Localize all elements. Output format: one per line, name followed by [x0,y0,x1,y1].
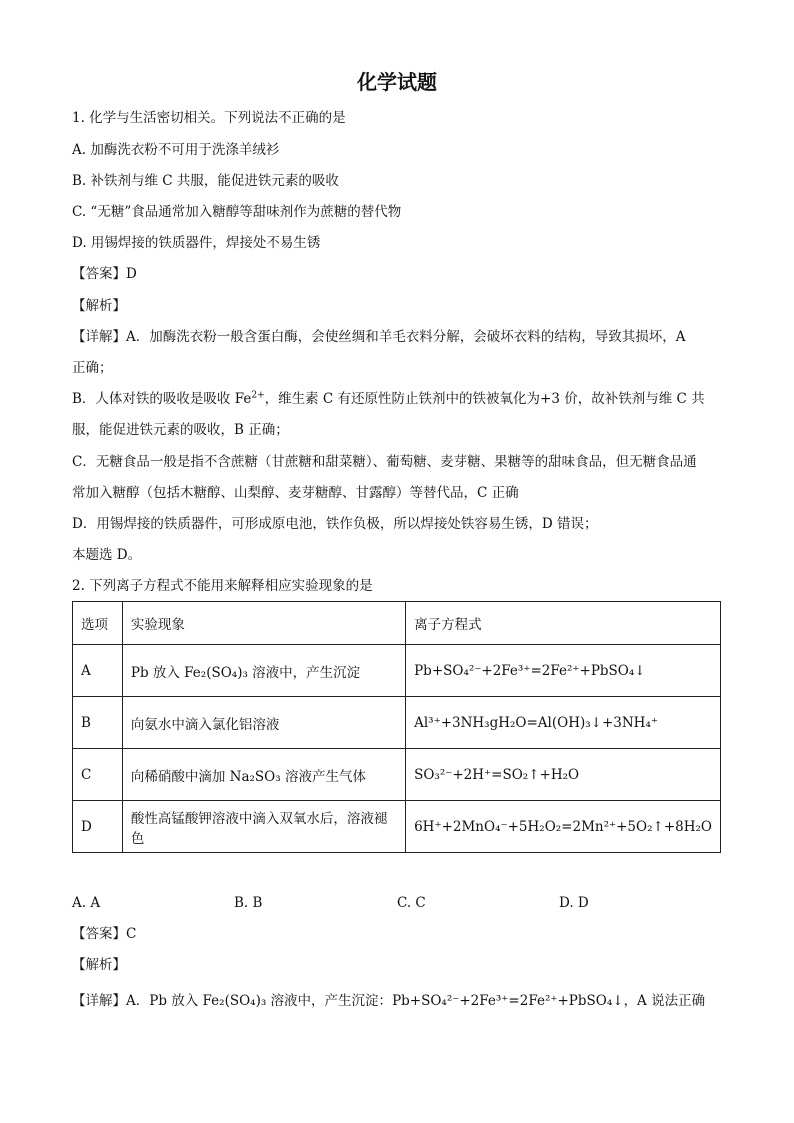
q1-detail-c-1: C．无糖食品一般是指不含蔗糖（甘蔗糖和甜菜糖）、葡萄糖、麦芽糖、果糖等的甜味食品，但无糖食品通 [72,454,697,470]
page-title: 化学试题 [357,70,437,94]
answer-value: C [126,926,137,942]
choice-b: B. B [234,895,263,911]
answer-value: D [126,266,137,282]
q2-detail-a [72,991,705,1011]
detail-text: B．人体对铁的吸收是吸收 Fe [72,391,252,407]
cell-phenomenon: Pb 放入 Fe₂(SO₄)₃ 溶液中，产生沉淀 [122,645,405,697]
answer-label: 【答案】 [72,926,126,942]
cell-phenomenon: 向氨水中滴入氯化铝溶液 [122,697,405,749]
header-option: 选项 [73,602,123,645]
q2-stem: 2. 下列离子方程式不能用来解释相应实验现象的是 [72,578,373,594]
cell-equation: 6H⁺+2MnO₄⁻+5H₂O₂=2Mn²⁺+5O₂↑+8H₂O [406,801,721,853]
superscript: 2+ [251,390,265,401]
q1-detail-c-2: 常加入糖醇（包括木糖醇、山梨醇、麦芽糖醇、甘露醇）等替代品，C 正确 [72,485,519,501]
detail-equation: Pb+SO₄²⁻+2Fe³⁺=2Fe²⁺+PbSO₄↓ [392,993,624,1009]
table-row [73,697,721,749]
options-table [72,601,721,853]
answer-label: 【答案】 [72,266,126,282]
cell-equation: SO₃²⁻+2H⁺=SO₂↑+H₂O [406,749,721,801]
cell-option: A [73,645,123,697]
q1-option-a: A. 加酶洗衣粉不可用于洗涤羊绒衫 [72,142,280,158]
detail-label: 【详解】 [72,329,126,345]
table-header-row [73,602,721,645]
header-equation: 离子方程式 [406,602,721,645]
cell-option: C [73,749,123,801]
q1-answer [72,264,137,284]
q2-analysis-label: 【解析】 [72,957,126,973]
q1-detail-a-1 [72,327,686,347]
q2-answer [72,924,136,944]
q1-detail-d: D．用锡焊接的铁质器件，可形成原电池，铁作负极，所以焊接处铁容易生锈，D 错误； [72,516,598,532]
q1-option-c: C. “无糖”食品通常加入糖醇等甜味剂作为蔗糖的替代物 [72,204,402,220]
cell-equation: Al³⁺+3NH₃gH₂O=Al(OH)₃↓+3NH₄⁺ [406,697,721,749]
choice-d: D. D [559,895,589,911]
table-row [73,645,721,697]
header-phenomenon: 实验现象 [122,602,405,645]
cell-option: D [73,801,123,853]
cell-phenomenon: 酸性高锰酸钾溶液中滴入双氧水后，溶液褪色 [122,801,405,853]
detail-text: A．Pb 放入 Fe₂(SO₄)₃ 溶液中，产生沉淀： [126,993,393,1009]
cell-phenomenon: 向稀硝酸中滴加 Na₂SO₃ 溶液产生气体 [122,749,405,801]
cell-equation: Pb+SO₄²⁻+2Fe³⁺=2Fe²⁺+PbSO₄↓ [406,645,721,697]
q1-option-d: D. 用锡焊接的铁质器件，焊接处不易生锈 [72,235,321,251]
q1-stem: 1. 化学与生活密切相关。下列说法不正确的是 [72,110,346,126]
cell-option: B [73,697,123,749]
table-row [73,749,721,801]
q1-detail-b-2: 服，能促进铁元素的吸收，B 正确； [72,422,289,438]
q1-conclusion: 本题选 D。 [72,547,142,563]
q1-option-b: B. 补铁剂与维 C 共服，能促进铁元素的吸收 [72,173,339,189]
choice-c: C. C [397,895,426,911]
detail-text: ，维生素 C 有还原性防止铁剂中的铁被氧化为+3 价，故补铁剂与维 C 共 [264,391,705,407]
table-row [73,801,721,853]
choice-a: A. A [72,895,101,911]
detail-label: 【详解】 [72,993,126,1009]
q1-detail-a-2: 正确； [72,360,113,376]
detail-text: A．加酶洗衣粉一般含蛋白酶，会使丝绸和羊毛衣料分解，会破坏衣料的结构，导致其损坏，A [126,329,686,345]
q2-choices [72,893,732,913]
detail-text: ，A 说法正确 [623,993,706,1009]
q1-detail-b-1 [72,389,705,409]
q1-analysis-label: 【解析】 [72,298,126,314]
